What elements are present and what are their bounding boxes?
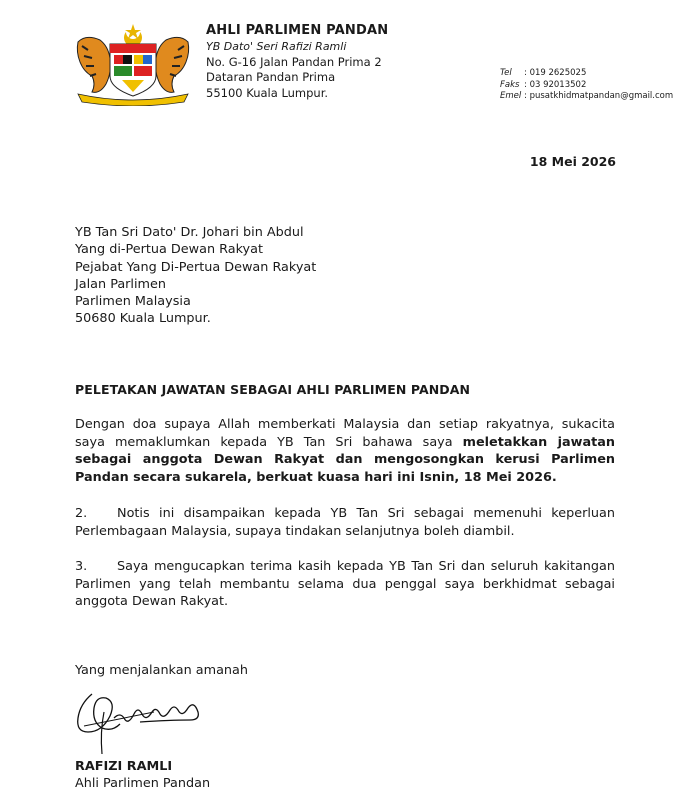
recipient-address (75, 224, 316, 328)
faks-label: Faks (500, 79, 520, 90)
paragraph-3-text: Saya mengucapkan terima kasih kepada YB Tan Sri dan seluruh kakitangan Parlimen yang telah membantu selama dua penggal saya berkhidmat sebagai anggota Dewan Rakyat. (75, 559, 615, 609)
recipient-line: Parlimen Malaysia (75, 294, 191, 310)
recipient-line: YB Tan Sri Dato' Dr. Johari bin Abdul (75, 225, 304, 240)
paragraph-3-number: 3. (75, 559, 88, 574)
recipient-line: Pejabat Yang Di-Pertua Dewan Rakyat (75, 259, 317, 275)
recipient-line: Jalan Parlimen (75, 276, 166, 292)
paragraph-2-text: Notis ini disampaikan kepada YB Tan Sri sebagai memenuhi keperluan Perlembagaan Malaysia, supaya tindakan selanjutnya boleh diambil. (75, 506, 615, 539)
signatory-name: RAFIZI RAMLI (75, 759, 173, 774)
letterhead-title: AHLI PARLIMEN PANDAN (206, 23, 389, 38)
address-line: Dataran Pandan Prima (206, 70, 336, 84)
coat-of-arms-logo (72, 22, 194, 106)
paragraph-3 (75, 558, 615, 611)
letter-subject: PELETAKAN JAWATAN SEBAGAI AHLI PARLIMEN PANDAN (75, 382, 471, 397)
faks-value: : 03 92013502 (524, 79, 587, 90)
letter-date: 18 Mei 2026 (529, 154, 616, 169)
emel-value: : pusatkhidmatpandan@gmail.com (524, 91, 674, 101)
letterhead-subtitle: YB Dato' Seri Rafizi Ramli (206, 40, 347, 53)
address-line: 55100 Kuala Lumpur. (206, 85, 329, 100)
tel-value: : 019 2625025 (524, 68, 587, 78)
address-line: No. G-16 Jalan Pandan Prima 2 (206, 54, 382, 69)
paragraph-1-bold: meletakkan jawatan sebagai anggota Dewan Rakyat dan mengosongkan kerusi Parlimen Pandan secara sukarela, berkuat kuasa hari ini Isnin, 18 Mei 2026. (75, 434, 615, 485)
contact-faks (500, 80, 673, 92)
closing-phrase: Yang menjalankan amanah (75, 663, 248, 678)
paragraph-2 (75, 505, 615, 540)
paragraph-2-number: 2. (75, 506, 88, 521)
contact-info (500, 68, 673, 103)
emel-label: Emel (500, 91, 522, 101)
letterhead-sender (206, 22, 388, 101)
contact-emel (500, 91, 673, 103)
tel-label: Tel (500, 68, 512, 78)
handwritten-signature (70, 682, 220, 760)
recipient-line: Yang di-Pertua Dewan Rakyat (75, 242, 263, 258)
signatory-title: Ahli Parlimen Pandan (75, 776, 211, 791)
contact-tel (500, 68, 673, 80)
paragraph-1 (75, 416, 615, 486)
recipient-line: 50680 Kuala Lumpur. (75, 311, 211, 327)
paragraph-1-text: Dengan doa supaya Allah memberkati Malaysia dan setiap rakyatnya, sukacita saya memaklumkan kepada YB Tan Sri bahawa saya (75, 417, 615, 450)
